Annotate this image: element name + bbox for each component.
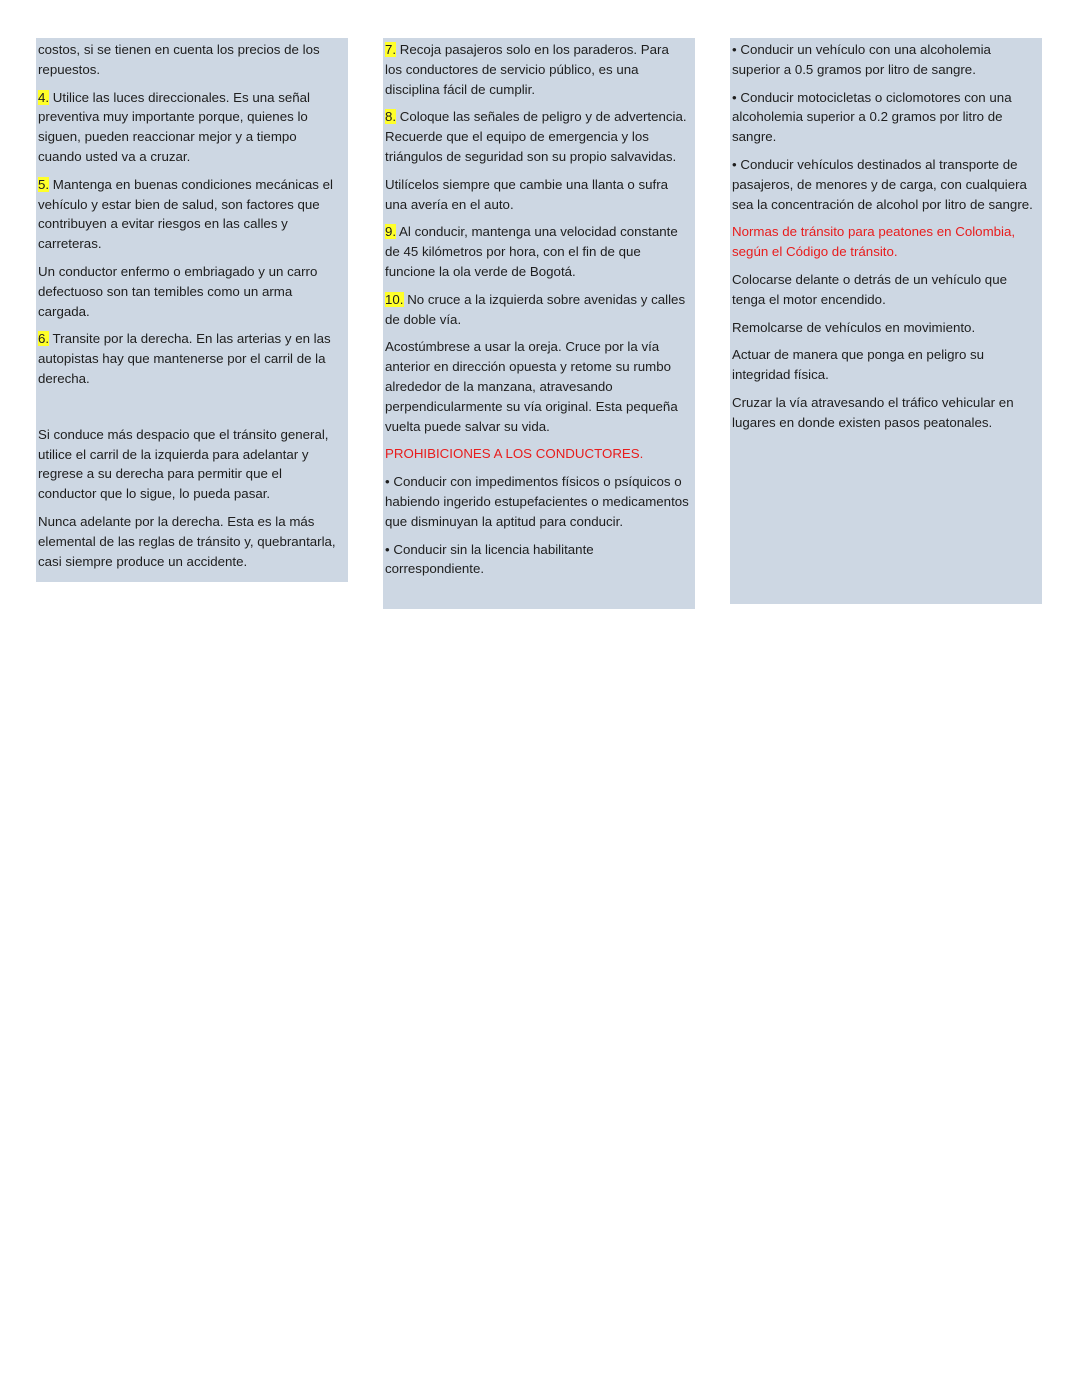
paragraph: Si conduce más despacio que el tránsito general, utilice el carril de la izquierda para adelantar y regrese a su derecha para permitir que el conductor que lo sigue, lo pueda pasar.: [38, 426, 329, 502]
bullet-item: • Conducir vehículos destinados al transporte de pasajeros, de menores y de carga, con cualquiera sea la concentración de alcohol por litro de sangre.: [732, 156, 1033, 212]
numbered-tip-4: [38, 88, 342, 167]
tip-number: 9.: [385, 224, 397, 240]
paragraph: Acostúmbrese a usar la oreja. Cruce por la vía anterior en dirección opuesta y retome su rumbo alrededor de la manzana, atravesando perpendicularmente su vía original. Esta pequeña vuelta puede salvar su vida.: [385, 339, 678, 434]
numbered-tip-8: [385, 107, 689, 166]
numbered-tip-5: [38, 175, 342, 254]
paragraph: Cruzar la vía atravesando el tráfico vehicular en lugares en donde existen pasos peatonales.: [732, 394, 1014, 430]
tip-text: No cruce a la izquierda sobre avenidas y calles de doble vía.: [385, 291, 686, 327]
numbered-tip-6: [38, 329, 342, 388]
bullet-item: • Conducir sin la licencia habilitante correspondiente.: [385, 541, 594, 577]
numbered-tip-7: [385, 40, 689, 99]
bullet-item: • Conducir motocicletas o ciclomotores con una alcoholemia superior a 0.2 gramos por litro de sangre.: [732, 89, 1012, 145]
paragraph: Colocarse delante o detrás de un vehículo que tenga el motor encendido.: [732, 271, 1007, 307]
tip-number: 10.: [385, 291, 404, 307]
section-heading: Normas de tránsito para peatones en Colombia, según el Código de tránsito.: [732, 224, 1016, 260]
tip-text: Utilice las luces direccionales. Es una señal preventiva muy importante porque, quienes lo siguen, pueden reaccionar mejor y a tiempo cuando usted va a cruzar.: [38, 89, 310, 164]
paragraph: Un conductor enfermo o embriagado y un carro defectuoso son tan temibles como un arma cargada.: [38, 263, 318, 319]
column-3: [730, 38, 1042, 604]
tip-number: 7.: [385, 42, 397, 57]
tip-number: 4.: [38, 89, 50, 105]
tip-text: Mantenga en buenas condiciones mecánicas el vehículo y estar bien de salud, son factores que contribuyen a evitar riesgos en las calles y carreteras.: [38, 176, 333, 252]
paragraph: costos, si se tienen en cuenta los precios de los repuestos.: [38, 42, 320, 77]
tip-number: 6.: [38, 331, 50, 347]
bullet-item: • Conducir con impedimentos físicos o psíquicos o habiendo ingerido estupefacientes o medicamentos que disminuyan la aptitud para conducir.: [385, 474, 689, 529]
tip-text: Transite por la derecha. En las arterias y en las autopistas hay que mantenerse por el carril de la derecha.: [38, 331, 331, 386]
tip-text: Al conducir, mantenga una velocidad constante de 45 kilómetros por hora, con el fin de que funcione la ola verde de Bogotá.: [385, 224, 678, 279]
paragraph: Nunca adelante por la derecha. Esta es la más elemental de las reglas de tránsito y, quebrantarla, casi siempre produce un accidente.: [38, 513, 336, 569]
paragraph: Actuar de manera que ponga en peligro su integridad física.: [732, 347, 985, 383]
tip-number: 5.: [38, 176, 50, 192]
section-heading: PROHIBICIONES A LOS CONDUCTORES.: [385, 446, 644, 462]
numbered-tip-9: [385, 222, 689, 281]
numbered-tip-10: [385, 290, 689, 330]
paragraph: Remolcarse de vehículos en movimiento.: [732, 319, 976, 335]
column-2: [383, 38, 695, 609]
tip-number: 8.: [385, 109, 397, 125]
column-1: [36, 38, 348, 582]
paragraph: Utilícelos siempre que cambie una llanta o sufra una avería en el auto.: [385, 176, 669, 212]
spacer: [38, 397, 342, 425]
tip-text: Coloque las señales de peligro y de advertencia. Recuerde que el equipo de emergencia y los triángulos de seguridad son su propio salvavidas.: [385, 109, 687, 164]
tip-text: Recoja pasajeros solo en los paraderos. Para los conductores de servicio público, es una disciplina fácil de cumplir.: [385, 42, 669, 97]
bullet-item: • Conducir un vehículo con una alcoholemia superior a 0.5 gramos por litro de sangre.: [732, 42, 991, 77]
